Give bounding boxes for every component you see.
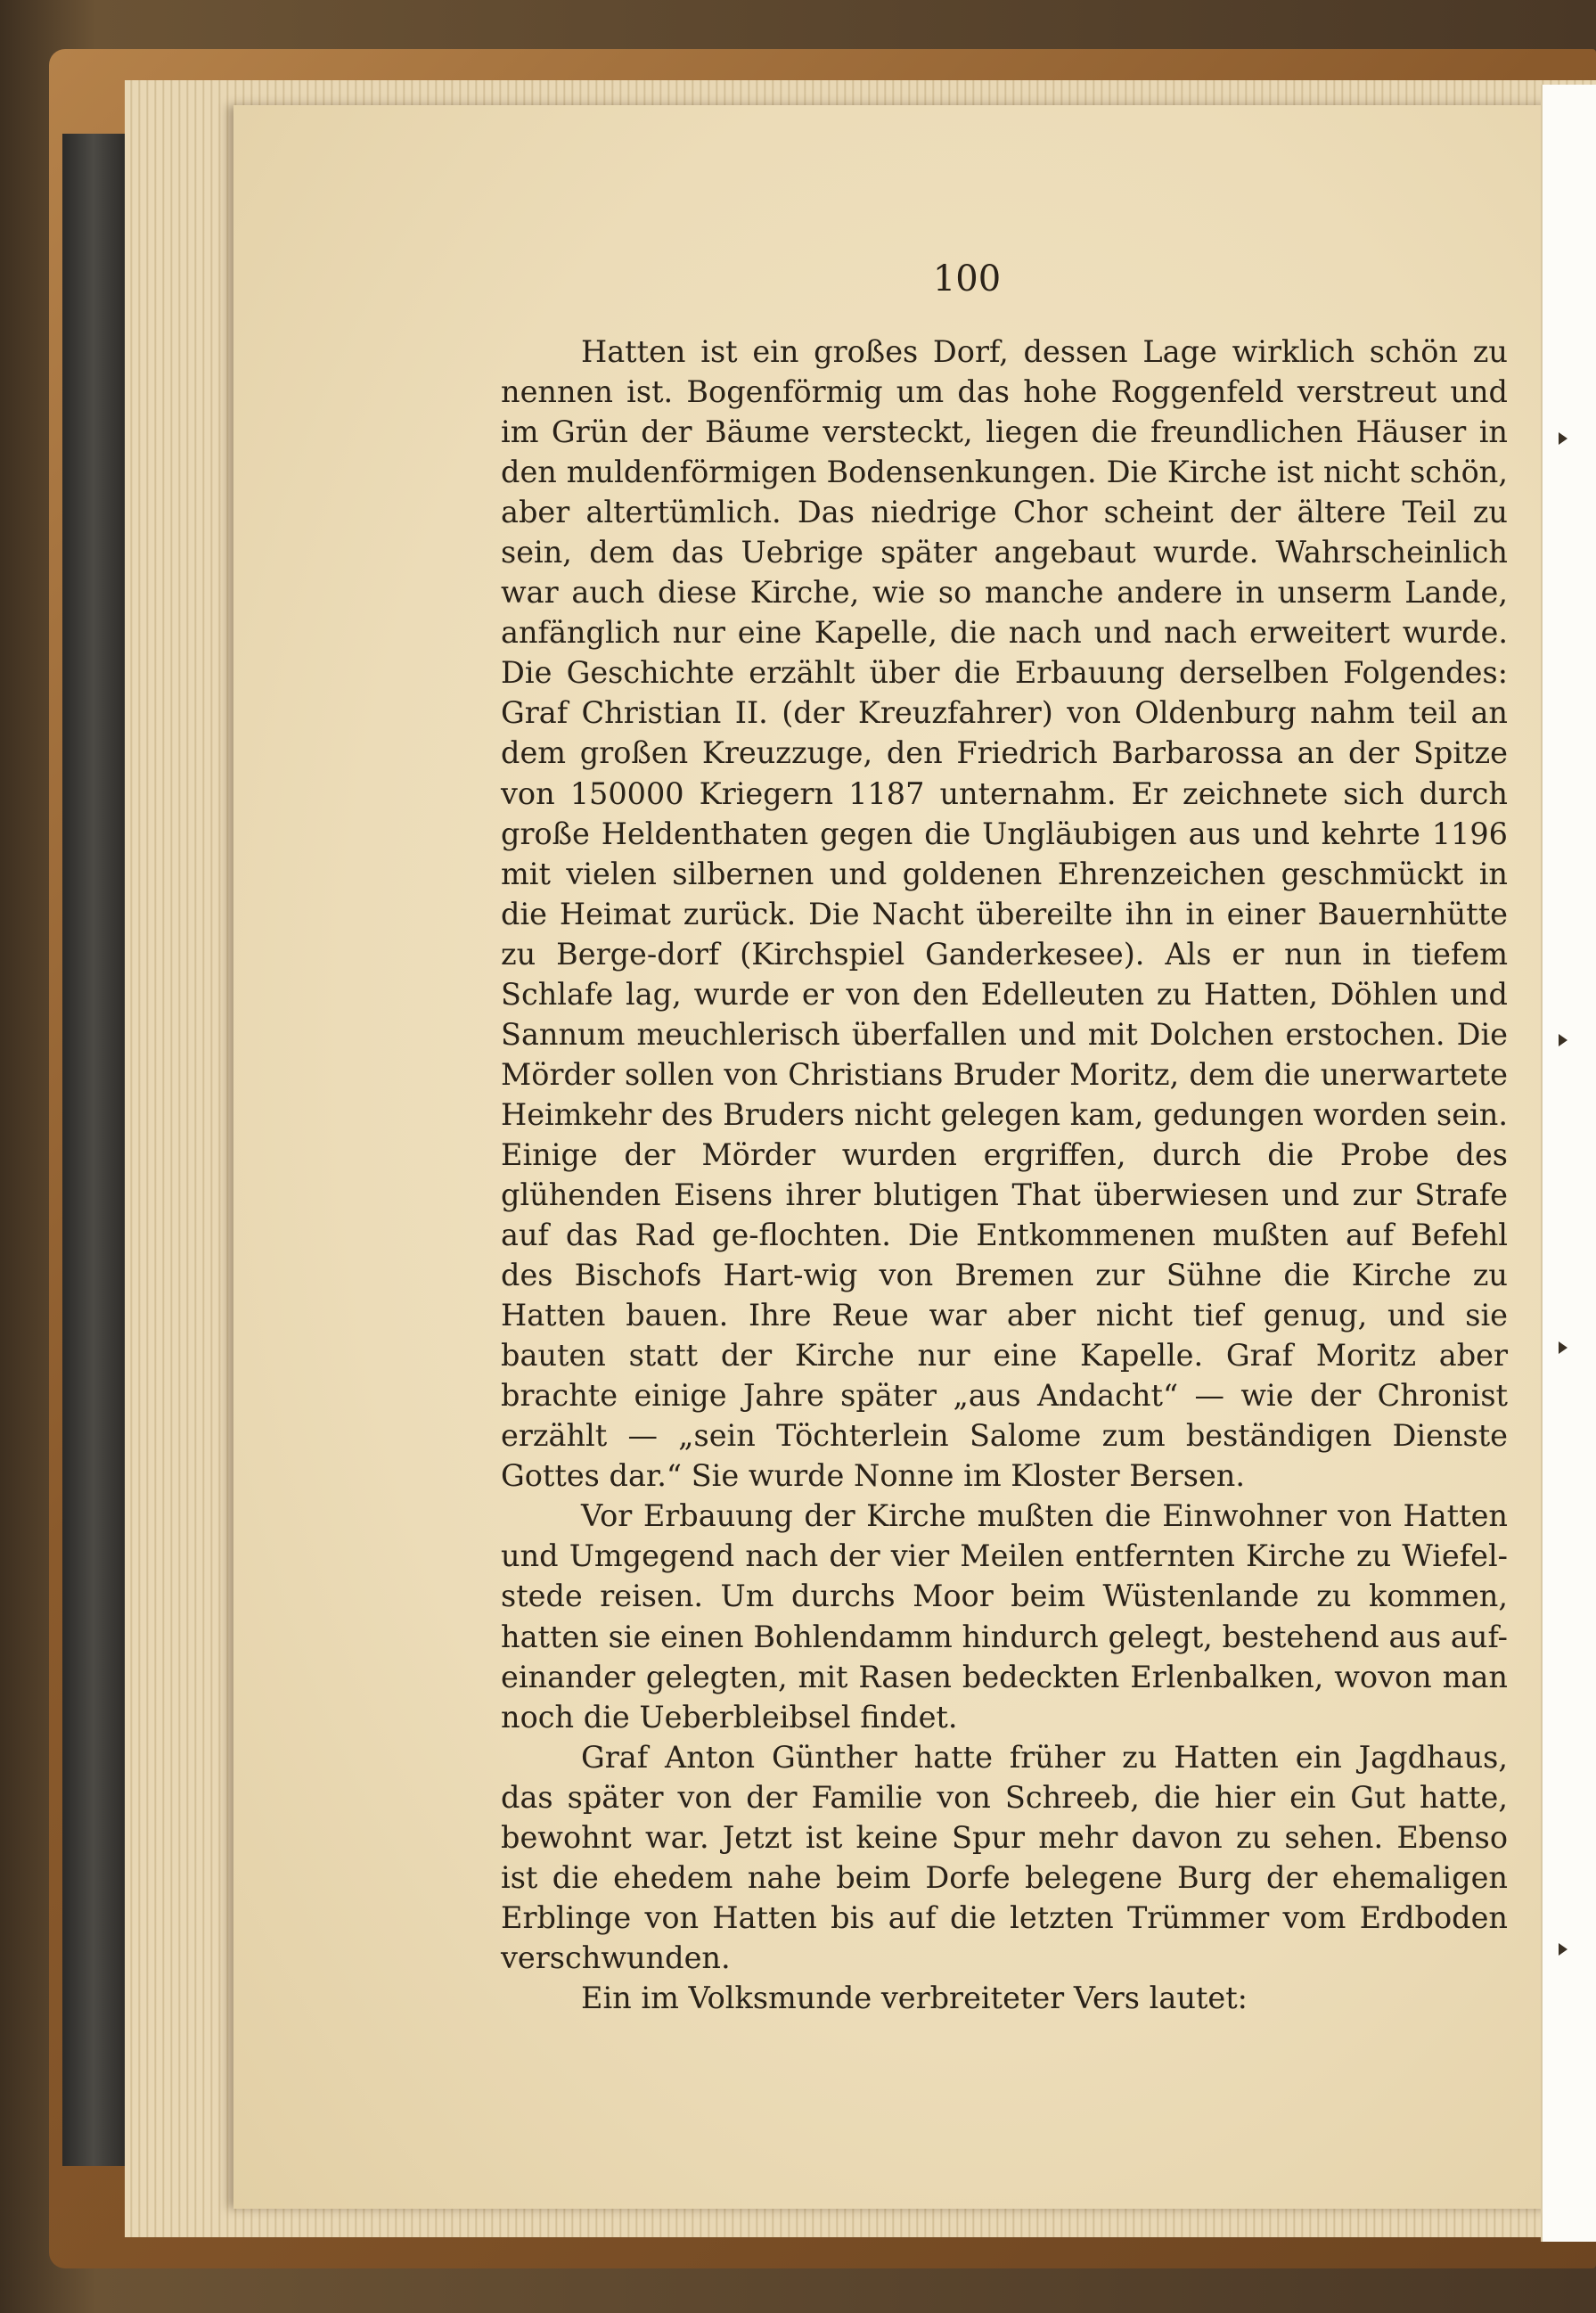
paragraph: Ein im Volksmunde verbreiteter Vers lautet:	[581, 1980, 1248, 2015]
margin-mark	[1559, 1034, 1567, 1046]
paragraph: Vor Erbauung der Kirche mußten die Einwohner von Hatten und Umgegend nach der vier Meilen entfernten Kirche zu Wiefel-stede reisen. Um durchs Moor beim Wüstenlande zu kommen, hatten sie einen Bohlendamm hindurch gelegt, bestehend aus auf-einander gelegten, mit Rasen bedeckten Erlenbalken, wovon man noch die Ueberbleibsel findet.	[501, 1498, 1508, 1735]
paragraph: Graf Anton Günther hatte früher zu Hatten ein Jagdhaus, das später von der Familie von Schreeb, die hier ein Gut hatte, bewohnt war. Jetzt ist keine Spur mehr davon zu sehen. Ebenso ist die ehedem nahe beim Dorfe belegene Burg der ehemaligen Erblinge von Hatten bis auf die letzten Trümmer vom Erdboden verschwunden.	[501, 1739, 1508, 1975]
margin-mark	[1559, 1341, 1567, 1354]
paragraph: Hatten ist ein großes Dorf, dessen Lage wirklich schön zu nennen ist. Bogenförmig um das hohe Roggenfeld verstreut und im Grün der Bäume versteckt, liegen die freundlichen Häuser in den muldenförmigen Bodensenkungen. Die Kirche ist nicht schön, aber altertümlich. Das niedrige Chor scheint der ältere Teil zu sein, dem das Uebrige später angebaut wurde. Wahrscheinlich war auch diese Kirche, wie so manche andere in unserm Lande, anfänglich nur eine Kapelle, die nach und nach erweitert wurde. Die Geschichte erzählt über die Erbauung derselben Folgendes: Graf Christian II. (der Kreuzfahrer) von Oldenburg nahm teil an dem großen Kreuzzuge, den Friedrich Barbarossa an der Spitze von 150000 Kriegern 1187 unternahm. Er zeichnete sich durch große Heldenthaten gegen die Ungläubigen aus und kehrte 1196 mit vielen silbernen und goldenen Ehrenzeichen geschmückt in die Heimat zurück. Die Nacht übereilte ihn in einer Bauernhütte zu Berge-dorf (Kirchspiel Ganderkesee). Als er nun in tiefem Schlafe lag, wurde er von den Edelleuten zu Hatten, Döhlen und Sannum meuchlerisch überfallen und mit Dolchen erstochen. Die Mörder sollen von Christians Bruder Moritz, dem die unerwartete Heimkehr des Bruders nicht gelegen kam, gedungen worden sein. Einige der Mörder wurden ergriffen, durch die Probe des glühenden Eisens ihrer blutigen That überwiesen und zur Strafe auf das Rad ge-flochten. Die Entkommenen mußten auf Befehl des Bischofs Hart-wig von Bremen zur Sühne die Kirche zu Hatten bauen. Ihre Reue war aber nicht tief genug, und sie bauten statt der Kirche nur eine Kapelle. Graf Moritz aber brachte einige Jahre später „aus Andacht“ — wie der Chronist erzählt — „sein Töchterlein Salome zum beständigen Dienste Gottes dar.“ Sie wurde Nonne im Kloster Bersen.	[501, 334, 1508, 1494]
margin-mark	[1559, 432, 1567, 445]
page-number: 100	[932, 258, 1002, 299]
facing-page-edge	[1541, 85, 1596, 2242]
page-text	[501, 332, 1508, 2018]
margin-mark	[1559, 1943, 1567, 1956]
spine-edge	[62, 134, 125, 2166]
